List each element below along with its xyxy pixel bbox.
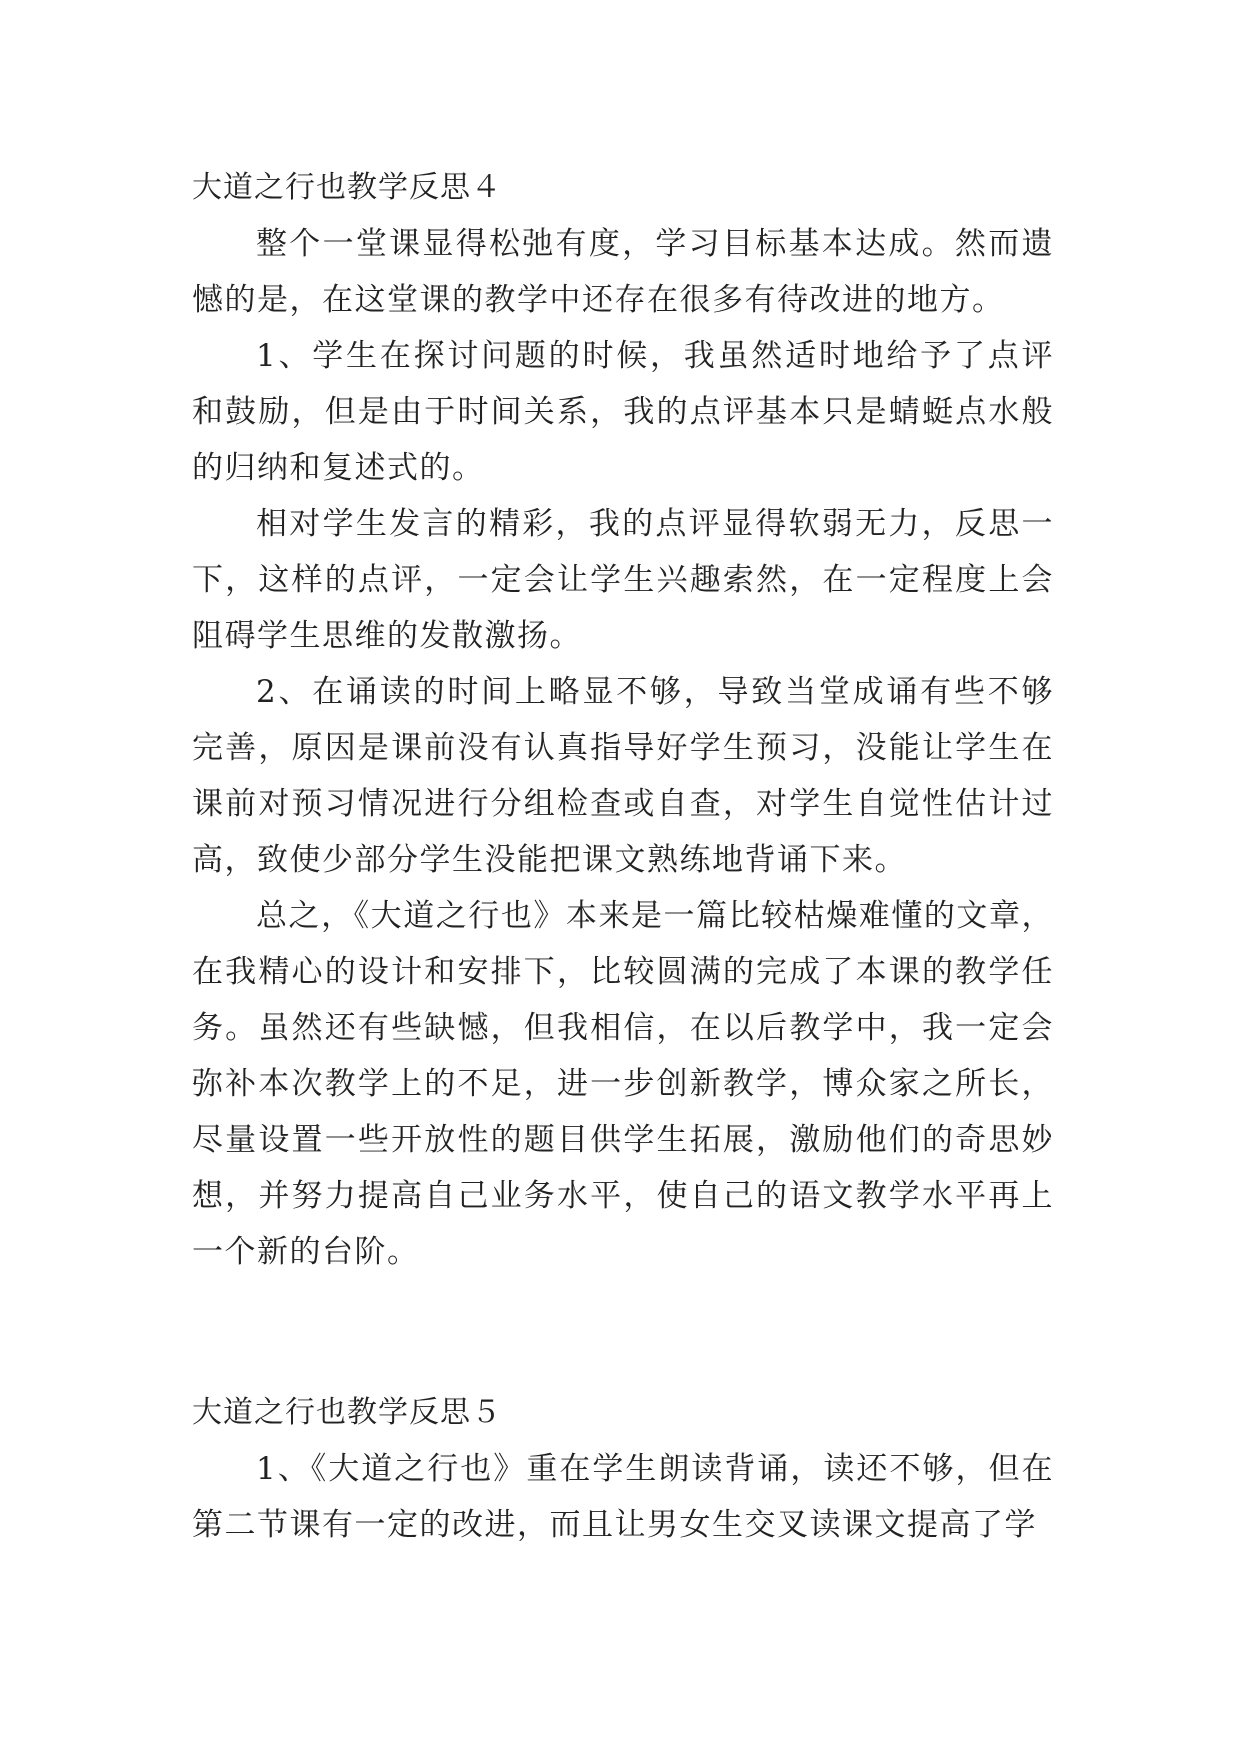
section-heading: 大道之行也教学反思４	[192, 170, 502, 205]
paragraph: 相对学生发言的精彩，我的点评显得软弱无力，反思一下，这样的点评，一定会让学生兴趣索然，在一定程度上会阻碍学生思维的发散激扬。	[192, 506, 1054, 654]
paragraph: 总之，《大道之行也》本来是一篇比较枯燥难懂的文章，在我精心的设计和安排下，比较圆满的完成了本课的教学任务。虽然还有些缺憾，但我相信，在以后教学中，我一定会弥补本次教学上的不足，进一步创新教学，博众家之所长，尽量设置一些开放性的题目供学生拓展，激励他们的奇思妙想，并努力提高自己业务水平，使自己的语文教学水平再上一个新的台阶。	[192, 898, 1054, 1270]
section-reflection-4	[192, 160, 1054, 1280]
paragraph: 整个一堂课显得松弛有度，学习目标基本达成。然而遗憾的是，在这堂课的教学中还存在很多有待改进的地方。	[192, 226, 1054, 318]
paragraph: 1、学生在探讨问题的时候，我虽然适时地给予了点评和鼓励，但是由于时间关系，我的点评基本只是蜻蜓点水般的归纳和复述式的。	[192, 338, 1054, 486]
section-heading: 大道之行也教学反思５	[192, 1395, 502, 1430]
paragraph: 2、在诵读的时间上略显不够，导致当堂成诵有些不够完善，原因是课前没有认真指导好学生预习，没能让学生在课前对预习情况进行分组检查或自查，对学生自觉性估计过高，致使少部分学生没能把课文熟练地背诵下来。	[192, 674, 1054, 878]
section-reflection-5	[192, 1385, 1054, 1553]
paragraph: 1、《大道之行也》重在学生朗读背诵，读还不够，但在第二节课有一定的改进，而且让男女生交叉读课文提高了学	[192, 1451, 1054, 1543]
